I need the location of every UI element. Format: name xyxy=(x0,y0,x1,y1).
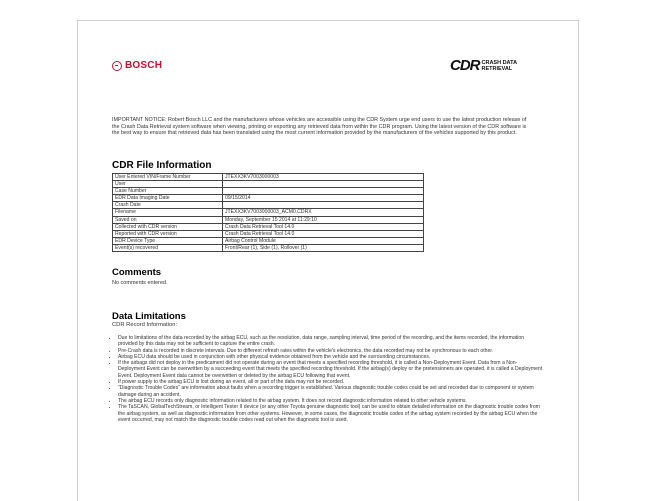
file-info-label: Event(s) recovered xyxy=(113,244,223,251)
cdr-logo-sub-line: CRASH DATA xyxy=(481,59,518,66)
file-info-label: Case Number xyxy=(113,188,223,195)
list-item: • If power supply to the airbag ECU is lost during an event, all or part of the data may not be recorded. xyxy=(118,379,543,385)
file-info-row xyxy=(113,230,424,237)
file-info-row xyxy=(113,223,424,230)
cdr-logo xyxy=(450,57,517,74)
cdr-logo-sub-line: RETRIEVAL xyxy=(481,65,513,72)
list-item: • Pre-Crash data is recorded in discrete intervals. Due to different refresh rates within the vehicle's electronics, the data recorded may not be synchronous to each other. xyxy=(118,348,543,354)
comments-heading: Comments xyxy=(112,267,162,278)
file-info-value xyxy=(223,202,424,209)
list-item: • Airbag ECU data should be used in conjunction with other physical evidence obtained from the vehicle and the surrounding circumstances. xyxy=(118,354,543,360)
list-item: • The TaSCAN, GlobalTechStream, or Intelligent Tester II device (or any other Toyota genuine diagnostic tool) can be used to obtain detailed information on the diagnostic trouble codes from the airbag system, as well as diagnostic information from other systems. However, in some cases, the diagnostic trouble codes of the airbag system recorded by the airbag ECU when the event occurred, may not match the diagnostic trouble codes read out when the diagnostic tool is used. xyxy=(118,404,543,423)
file-info-value: Crash Data Retrieval Tool 14.0 xyxy=(223,223,424,230)
file-info-label: Crash Date xyxy=(113,202,223,209)
file-info-heading: CDR File Information xyxy=(112,160,212,171)
document-page xyxy=(77,20,579,501)
file-info-row xyxy=(113,195,424,202)
file-info-value: Crash Data Retrieval Tool 14.0 xyxy=(223,230,424,237)
file-info-value xyxy=(223,181,424,188)
data-limitations-list xyxy=(108,335,543,423)
file-info-label: EDR Data Imaging Date xyxy=(113,195,223,202)
comments-text: No comments entered. xyxy=(112,280,168,286)
file-info-value xyxy=(223,188,424,195)
file-info-row xyxy=(113,209,424,216)
list-item: • "Diagnostic Trouble Codes" are information about faults when a recording trigger is established. Various diagnostic trouble codes could be set and recorded due to component or system damage during an accident. xyxy=(118,385,543,398)
file-info-value: Monday, September 15 2014 at 11:29:10 xyxy=(223,216,424,223)
file-info-value: Front/Rear (1), Side (1), Rollover (1) xyxy=(223,244,424,251)
cdr-logo-text: CDR xyxy=(450,57,480,74)
data-limitations-subheading: CDR Record Information: xyxy=(112,322,178,328)
cdr-logo-subtitle xyxy=(482,60,518,72)
file-info-table xyxy=(112,173,424,252)
file-info-label: EDR Device Type xyxy=(113,237,223,244)
file-info-label: Filename xyxy=(113,209,223,216)
file-info-label: Reported with CDR version xyxy=(113,230,223,237)
file-info-value: JTEXX3KV7003000003_ACM0.CDRX xyxy=(223,209,424,216)
list-item: • Due to limitations of the data recorded by the airbag ECU, such as the resolution, data range, sampling interval, time period of the recording, and the items recorded, the information provided by this data may not be sufficient to capture the entire crash. xyxy=(118,335,543,348)
file-info-value: JTEXX3KV7003000003 xyxy=(223,174,424,181)
file-info-value: 09/15/2014 xyxy=(223,195,424,202)
file-info-row xyxy=(113,244,424,251)
file-info-row xyxy=(113,202,424,209)
file-info-label: User xyxy=(113,181,223,188)
file-info-value: Airbag Control Module xyxy=(223,237,424,244)
file-info-label: User Entered VIN/Frame Number xyxy=(113,174,223,181)
list-item: • The airbag ECU records only diagnostic information related to the airbag system. It does not record diagnostic information related to other vehicle systems. xyxy=(118,398,543,404)
bosch-logo-text: BOSCH xyxy=(125,60,163,71)
file-info-label: Collected with CDR version xyxy=(113,223,223,230)
file-info-row xyxy=(113,216,424,223)
file-info-label: Saved on xyxy=(113,216,223,223)
data-limitations-heading: Data Limitations xyxy=(112,311,186,322)
file-info-row xyxy=(113,181,424,188)
file-info-row xyxy=(113,188,424,195)
list-item: • If the airbags did not deploy in the predicament did not operate during an event that meets a specified recording threshold, it is called a Non-Deployment Event. Data from a Non-Deployment Event can be overwritten by a succeeding event that meets the specified recording threshold. If the airbag(s) deploy or the pretensioners are operated, it is called a Deployment Event. Deployment Event data cannot be overwritten or deleted by the airbag ECU following that event. xyxy=(118,360,543,379)
bosch-logo xyxy=(112,60,162,71)
file-info-row xyxy=(113,174,424,181)
bosch-armature-icon xyxy=(112,61,122,71)
important-notice: IMPORTANT NOTICE: Robert Bosch LLC and the manufacturers whose vehicles are accessible using the CDR System urge end users to use the latest production release of the Crash Data Retrieval system software when viewing, printing or exporting any retrieved data from within the CDR program. Using the latest version of the CDR software is the best way to ensure that retrieved data has been translated using the most current information provided by the manufacturers of the vehicles supported by this product. xyxy=(112,117,527,137)
file-info-row xyxy=(113,237,424,244)
